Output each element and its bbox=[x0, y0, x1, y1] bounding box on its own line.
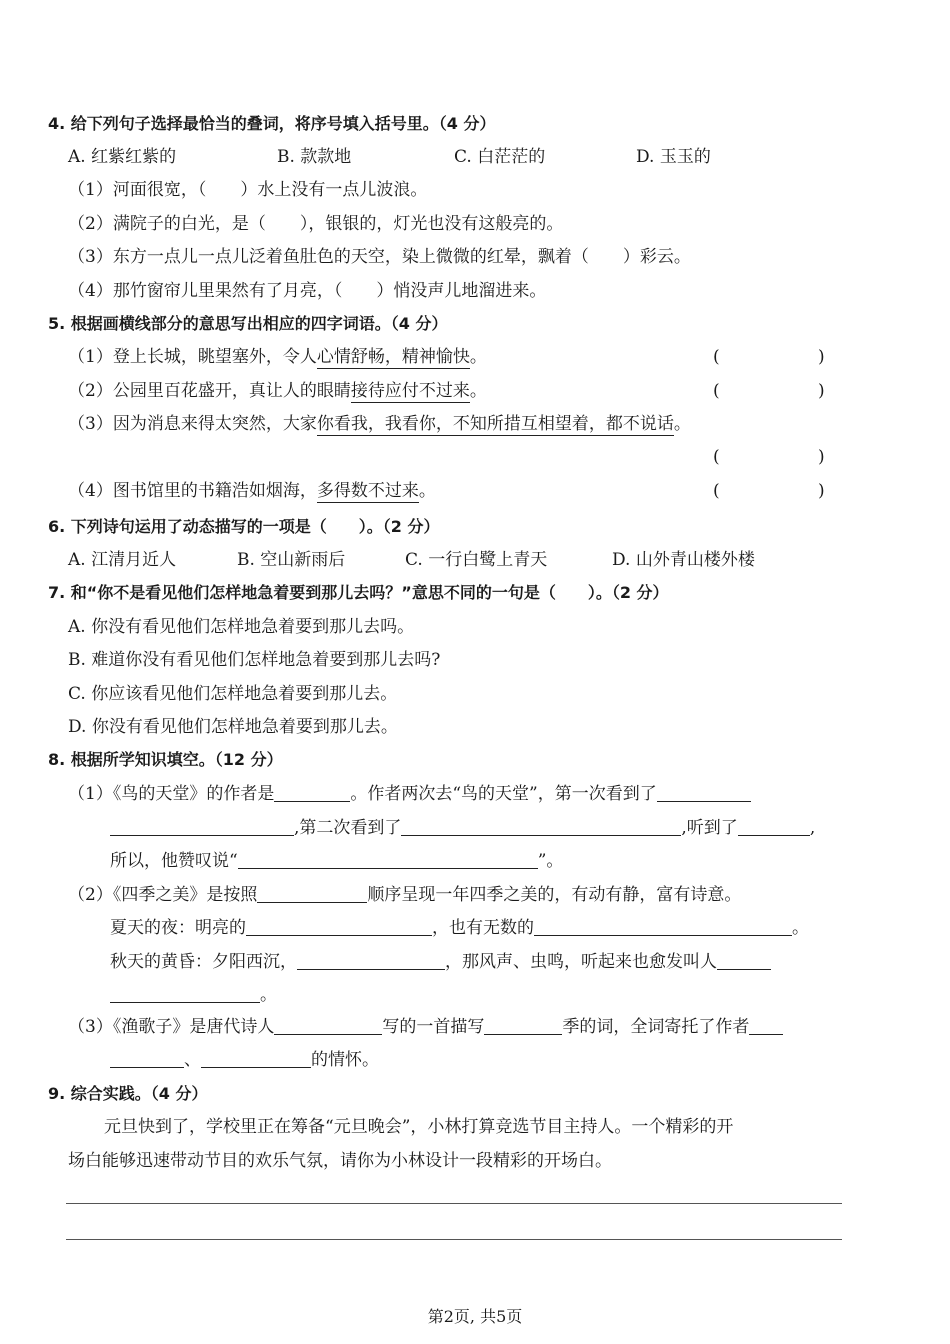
q4-option-c: C. 白茫茫的 bbox=[454, 147, 546, 167]
q8-blank-feeling-2[interactable] bbox=[201, 1049, 311, 1068]
q8-l7-text-a: 。 bbox=[260, 985, 277, 1005]
q5-answer-2-close: ) bbox=[818, 381, 825, 401]
q4-item-3: （3）东方一点儿一点儿泛着鱼肚色的天空，染上微微的红晕，飘着（ ）彩云。 bbox=[68, 247, 691, 267]
q8-l8-text-b: 写的一首描写 bbox=[382, 1017, 485, 1037]
q8-l2-text-a: ,第二次看到了 bbox=[294, 818, 402, 838]
q9-answer-line-2[interactable] bbox=[66, 1239, 842, 1240]
q8-l2-text-b: ,听到了 bbox=[681, 818, 738, 838]
q8-line-8 bbox=[68, 1015, 783, 1039]
q8-blank-poet[interactable] bbox=[274, 1016, 382, 1035]
q5-item-1-end: 。 bbox=[469, 347, 487, 367]
q8-blank-heard[interactable] bbox=[738, 817, 810, 836]
q5-title: 5. 根据画横线部分的意思写出相应的四字词语。（4 分） bbox=[48, 314, 448, 333]
q7-option-d: D. 你没有看见他们怎样地急着要到那儿去。 bbox=[68, 717, 398, 737]
q8-blank-order[interactable] bbox=[257, 884, 367, 903]
q5-item-1-text: （1）登上长城，眺望塞外，令人 bbox=[68, 347, 317, 367]
q8-l5-text-c: 。 bbox=[792, 918, 809, 938]
q7-option-b: B. 难道你没有看见他们怎样地急着要到那儿去吗? bbox=[68, 650, 441, 670]
q8-line-3 bbox=[110, 849, 563, 873]
q8-blank-season[interactable] bbox=[484, 1016, 562, 1035]
q8-blank-exclaim[interactable] bbox=[238, 850, 538, 869]
q9-answer-line-1[interactable] bbox=[66, 1203, 842, 1204]
q8-blank-second-saw[interactable] bbox=[401, 817, 681, 836]
q8-l3-text-b: ”。 bbox=[537, 851, 564, 871]
q8-blank-first-saw-cont[interactable] bbox=[110, 817, 294, 836]
q8-line-7 bbox=[110, 983, 277, 1007]
q5-answer-2-open: ( bbox=[713, 381, 720, 401]
q5-item-4-text: （4）图书馆里的书籍浩如烟海， bbox=[68, 481, 317, 501]
q8-l4-text-b: 顺序呈现一年四季之美的，有动有静，富有诗意。 bbox=[367, 885, 742, 905]
q5-item-2 bbox=[68, 379, 487, 403]
q4-item-2: （2）满院子的白光，是（ ），银银的，灯光也没有这般亮的。 bbox=[68, 214, 564, 234]
q8-title: 8. 根据所学知识填空。（12 分） bbox=[48, 750, 283, 769]
q5-item-2-text: （2）公园里百花盛开，真让人的眼睛 bbox=[68, 381, 351, 401]
q5-item-1 bbox=[68, 345, 487, 369]
q6-option-c: C. 一行白鹭上青天 bbox=[405, 550, 548, 570]
q5-item-3 bbox=[68, 412, 691, 436]
q8-blank-author[interactable] bbox=[274, 783, 350, 802]
q8-l5-text-a: 夏天的夜：明亮的 bbox=[110, 918, 246, 938]
q8-line-2 bbox=[110, 816, 815, 840]
q4-item-4: （4）那竹窗帘儿里果然有了月亮，（ ）悄没声儿地溜进来。 bbox=[68, 281, 547, 301]
page-number: 第2页, 共5页 bbox=[427, 1307, 523, 1326]
q9-title: 9. 综合实践。（4 分） bbox=[48, 1084, 208, 1103]
q7-option-c: C. 你应该看见他们怎样地急着要到那儿去。 bbox=[68, 684, 398, 704]
q8-blank-autumn[interactable] bbox=[297, 951, 445, 970]
q4-option-b: B. 款款地 bbox=[277, 147, 352, 167]
q8-line-4 bbox=[68, 883, 741, 907]
q7-title: 7. 和“你不是看见他们怎样地急着要到那儿去吗？”意思不同的一句是（ ）。（2 分） bbox=[48, 583, 669, 602]
q4-option-a: A. 红紫红紫的 bbox=[68, 147, 177, 167]
q8-l9-text-b: 的情怀。 bbox=[311, 1050, 379, 1070]
q8-l3-text-a: 所以，他赞叹说“ bbox=[110, 851, 238, 871]
q8-line-6 bbox=[110, 950, 771, 974]
q8-l8-text-a: （3）《渔歌子》是唐代诗人 bbox=[68, 1017, 275, 1037]
q9-paragraph-line-1: 元旦快到了，学校里正在筹备“元旦晚会”，小林打算竞选节目主持人。一个精彩的开 bbox=[104, 1117, 734, 1137]
q7-option-a: A. 你没有看见他们怎样地急着要到那儿去吗。 bbox=[68, 617, 415, 637]
q6-option-a: A. 江清月近人 bbox=[68, 550, 177, 570]
q8-l2-text-c: , bbox=[809, 818, 816, 838]
q8-blank-feeling-1-cont[interactable] bbox=[110, 1049, 184, 1068]
q5-item-2-end: 。 bbox=[469, 381, 487, 401]
q8-blank-summer-bright[interactable] bbox=[246, 917, 432, 936]
q8-l1-text-b: 。作者两次去“鸟的天堂”，第一次看到了 bbox=[350, 784, 657, 804]
q8-l4-text-a: （2）《四季之美》是按照 bbox=[68, 885, 258, 905]
q8-l6-text-a: 秋天的黄昏：夕阳西沉， bbox=[110, 952, 297, 972]
q6-option-d: D. 山外青山楼外楼 bbox=[612, 550, 755, 570]
q4-item-1: （1）河面很宽，（ ）水上没有一点儿波浪。 bbox=[68, 180, 428, 200]
q5-answer-4-close: ) bbox=[818, 481, 825, 501]
q8-line-5 bbox=[110, 916, 809, 940]
q8-blank-autumn-feel[interactable] bbox=[717, 951, 771, 970]
q5-answer-3-open: ( bbox=[713, 447, 720, 467]
q6-title: 6. 下列诗句运用了动态描写的一项是（ ）。（2 分） bbox=[48, 517, 440, 536]
q8-line-9 bbox=[110, 1048, 379, 1072]
q5-answer-1-close: ) bbox=[818, 347, 825, 367]
q5-item-4-underlined: 多得数不过来 bbox=[316, 481, 419, 501]
q8-line-1 bbox=[68, 782, 751, 806]
q5-answer-3-close: ) bbox=[818, 447, 825, 467]
q5-item-4 bbox=[68, 479, 436, 503]
q8-blank-autumn-feel-cont[interactable] bbox=[110, 984, 260, 1003]
q5-item-3-end: 。 bbox=[673, 414, 691, 434]
q5-answer-4-open: ( bbox=[713, 481, 720, 501]
q8-l1-text-a: （1）《鸟的天堂》的作者是 bbox=[68, 784, 275, 804]
q8-blank-first-saw[interactable] bbox=[657, 783, 751, 802]
q9-paragraph-line-2: 场白能够迅速带动节目的欢乐气氛，请你为小林设计一段精彩的开场白。 bbox=[68, 1151, 612, 1171]
q8-l9-text-a: 、 bbox=[184, 1050, 201, 1070]
q8-l8-text-c: 季的词，全词寄托了作者 bbox=[562, 1017, 750, 1037]
q5-item-3-underlined: 你看我，我看你，不知所措互相望着，都不说话 bbox=[316, 414, 674, 434]
q5-item-3-text: （3）因为消息来得太突然，大家 bbox=[68, 414, 317, 434]
q4-title: 4. 给下列句子选择最恰当的叠词，将序号填入括号里。（4 分） bbox=[48, 114, 496, 133]
q8-blank-feeling-1[interactable] bbox=[749, 1016, 783, 1035]
q5-answer-1-open: ( bbox=[713, 347, 720, 367]
q5-item-4-end: 。 bbox=[418, 481, 436, 501]
q5-item-1-underlined: 心情舒畅，精神愉快 bbox=[316, 347, 470, 367]
q5-item-2-underlined: 接待应付不过来 bbox=[350, 381, 470, 401]
q8-blank-summer-many[interactable] bbox=[534, 917, 792, 936]
q6-option-b: B. 空山新雨后 bbox=[237, 550, 346, 570]
q8-l5-text-b: ，也有无数的 bbox=[432, 918, 534, 938]
q8-l6-text-b: ，那风声、虫鸣，听起来也愈发叫人 bbox=[445, 952, 717, 972]
q4-option-d: D. 玉玉的 bbox=[636, 147, 711, 167]
